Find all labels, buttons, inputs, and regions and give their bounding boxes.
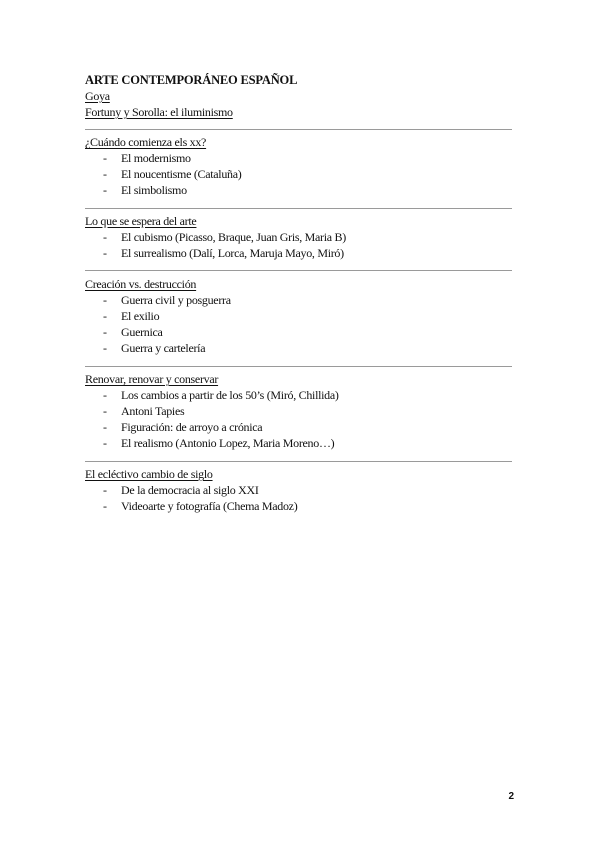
list-item (85, 150, 512, 166)
page-title: ARTE CONTEMPORÁNEO ESPAÑOL (85, 73, 298, 87)
list-item-text: El modernismo (121, 151, 191, 165)
list-item-text: Guerra y cartelería (121, 341, 206, 355)
bullet-dash: - (103, 341, 107, 355)
bullet-dash: - (103, 309, 107, 323)
list-item-text: De la democracia al siglo XXI (121, 483, 259, 497)
bullet-dash: - (103, 246, 107, 260)
list-item-text: El realismo (Antonio Lopez, Maria Moreno…) (121, 436, 335, 450)
bullet-dash: - (103, 230, 107, 244)
list-item (85, 166, 512, 182)
section-divider (85, 461, 512, 462)
intro-link-fortuny-sorolla: Fortuny y Sorolla: el iluminismo (85, 105, 233, 119)
section-divider (85, 270, 512, 271)
list-item (85, 387, 512, 403)
list-item-text: El simbolismo (121, 183, 187, 197)
list-item (85, 229, 512, 245)
intro-link-goya: Goya (85, 89, 110, 103)
bullet-dash: - (103, 436, 107, 450)
list-item (85, 340, 512, 356)
list-item-text: Videoarte y fotografía (Chema Madoz) (121, 499, 298, 513)
list-item-text: Guerra civil y posguerra (121, 293, 231, 307)
section-heading: Lo que se espera del arte (85, 214, 197, 228)
bullet-dash: - (103, 388, 107, 402)
bullet-dash: - (103, 483, 107, 497)
list-item-text: El exilio (121, 309, 160, 323)
section-list (85, 292, 512, 356)
list-item-text: El cubismo (Picasso, Braque, Juan Gris, Maria B) (121, 230, 346, 244)
section-list (85, 387, 512, 451)
bullet-dash: - (103, 151, 107, 165)
section-heading: Renovar, renovar y conservar (85, 372, 219, 386)
document-content (85, 72, 512, 514)
list-item (85, 498, 512, 514)
bullet-dash: - (103, 420, 107, 434)
section-heading: Creación vs. destrucción (85, 277, 197, 291)
bullet-dash: - (103, 325, 107, 339)
bullet-dash: - (103, 167, 107, 181)
bullet-dash: - (103, 183, 107, 197)
page-number: 2 (508, 791, 514, 802)
list-item-text: El noucentisme (Cataluña) (121, 167, 242, 181)
list-item (85, 403, 512, 419)
bullet-dash: - (103, 293, 107, 307)
list-item (85, 482, 512, 498)
section-divider (85, 366, 512, 367)
bullet-dash: - (103, 499, 107, 513)
list-item (85, 292, 512, 308)
list-item (85, 419, 512, 435)
list-item-text: El surrealismo (Dalí, Lorca, Maruja Mayo, Miró) (121, 246, 344, 260)
bullet-dash: - (103, 404, 107, 418)
list-item (85, 182, 512, 198)
section-heading: ¿Cuándo comienza els xx? (85, 135, 207, 149)
section-list (85, 482, 512, 514)
list-item (85, 435, 512, 451)
list-item-text: Los cambios a partir de los 50’s (Miró, Chillida) (121, 388, 339, 402)
list-item (85, 245, 512, 261)
list-item (85, 324, 512, 340)
section-divider (85, 208, 512, 209)
section-list (85, 229, 512, 261)
list-item-text: Antoni Tapies (121, 404, 185, 418)
list-item (85, 308, 512, 324)
list-item-text: Figuración: de arroyo a crónica (121, 420, 263, 434)
section-heading: El ecléctivo cambio de siglo (85, 467, 213, 481)
section-list (85, 150, 512, 198)
list-item-text: Guernica (121, 325, 163, 339)
section-divider (85, 129, 512, 130)
